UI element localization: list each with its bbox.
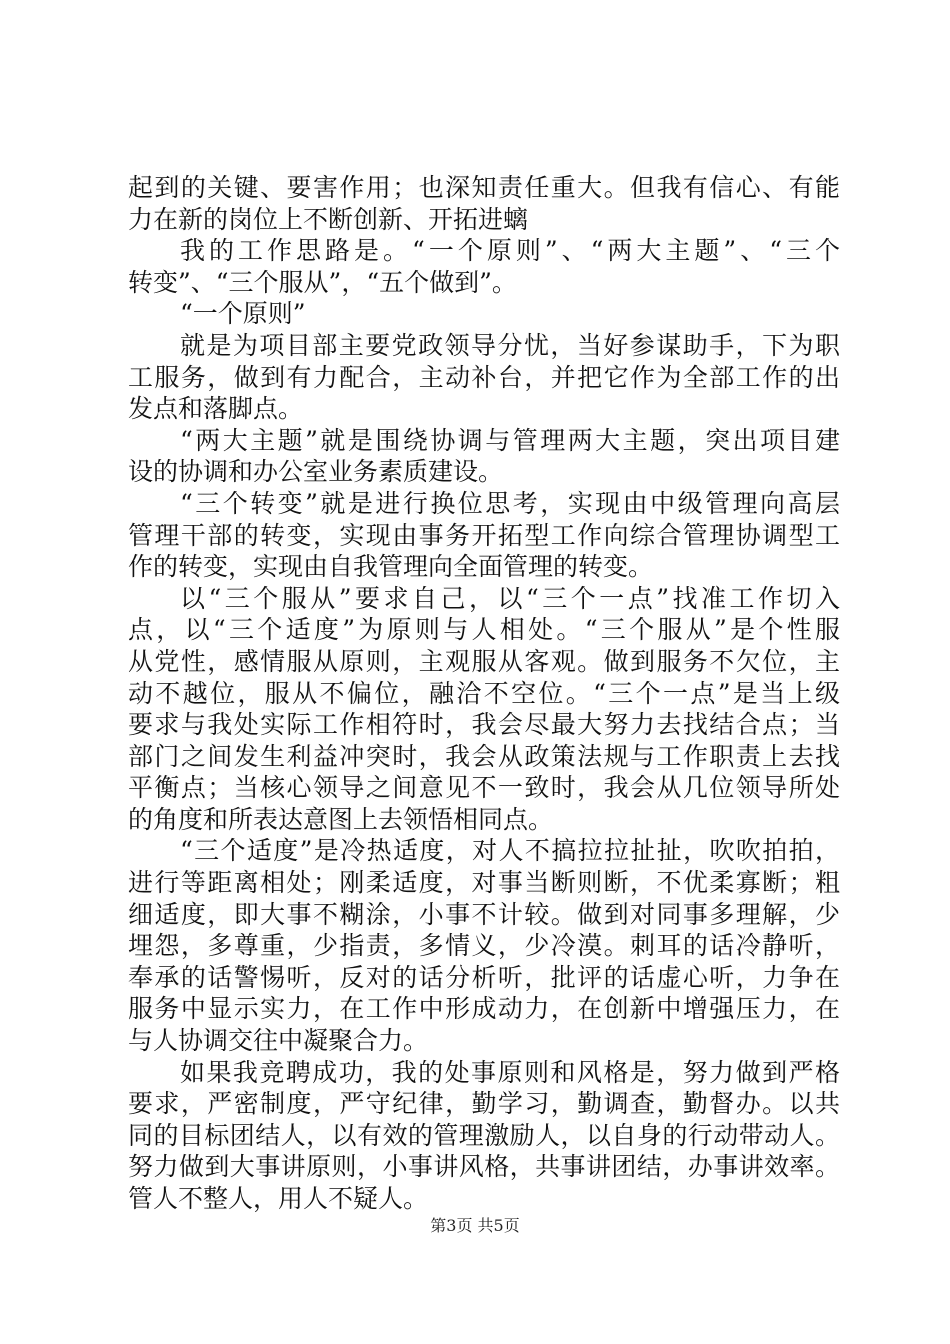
text-line: 埋怨，多尊重，少指责，多情义，少冷漠。刺耳的话冷静听， xyxy=(128,931,840,961)
text-line: “一个原则” xyxy=(180,299,306,329)
text-line: 进行等距离相处；刚柔适度，对事当断则断，不优柔寡断；粗 xyxy=(128,868,840,898)
text-line: 发点和落脚点。 xyxy=(128,394,304,424)
text-line: 起到的关键、要害作用；也深知责任重大。但我有信心、有能 xyxy=(128,173,840,202)
text-line: 管人不整人，用人不疑人。 xyxy=(128,1184,429,1213)
text-line: “两大主题”就是围绕协调与管理两大主题，突出项目建 xyxy=(180,425,840,455)
text-line: 同的目标团结人，以有效的管理激励人，以自身的行动带动人。 xyxy=(128,1120,840,1150)
text-line: 设的协调和办公室业务素质建设。 xyxy=(128,457,504,487)
text-line: 工服务，做到有力配合，主动补台，并把它作为全部工作的出 xyxy=(128,362,840,392)
text-line: 努力做到大事讲原则，小事讲风格，共事讲团结，办事讲效率。 xyxy=(128,1152,840,1182)
text-line: 动不越位，服从不偏位，融洽不空位。“三个一点”是当上级 xyxy=(128,678,840,708)
text-line: 管理干部的转变，实现由事务开拓型工作向综合管理协调型工 xyxy=(128,520,840,550)
document-body xyxy=(128,172,840,1215)
text-line: 点，以“三个适度”为原则与人相处。“三个服从”是个性服 xyxy=(128,615,840,645)
text-line: 就是为项目部主要党政领导分忧，当好参谋助手，下为职 xyxy=(180,330,840,360)
text-line: “三个转变”就是进行换位思考，实现由中级管理向高层 xyxy=(180,488,840,518)
text-line: 奉承的话警惕听，反对的话分析听，批评的话虚心听，力争在 xyxy=(128,962,840,992)
text-line: 如果我竞聘成功，我的处事原则和风格是，努力做到严格 xyxy=(180,1057,840,1087)
text-line: 部门之间发生利益冲突时，我会从政策法规与工作职责上去找 xyxy=(128,741,840,771)
text-line: 从党性，感情服从原则，主观服从客观。做到服务不欠位，主 xyxy=(128,646,840,676)
page-footer: 第3页 共5页 xyxy=(430,1216,520,1235)
text-line: 我的工作思路是。“一个原则”、“两大主题”、“三个 xyxy=(180,236,840,266)
text-line: 力在新的岗位上不断创新、开拓进螭 xyxy=(128,204,529,234)
text-line: 与人协调交往中凝聚合力。 xyxy=(128,1026,429,1056)
text-line: 的角度和所表达意图上去领悟相同点。 xyxy=(128,804,554,834)
text-line: 平衡点；当核心领导之间意见不一致时，我会从几位领导所处 xyxy=(128,773,840,803)
text-line: 转变”、“三个服从”，“五个做到”。 xyxy=(128,267,517,297)
text-line: 要求，严密制度，严守纪律，勤学习，勤调查，勤督办。以共 xyxy=(128,1089,840,1119)
text-line: 服务中显示实力，在工作中形成动力，在创新中增强压力，在 xyxy=(128,994,840,1024)
text-line: 以“三个服从”要求自己，以“三个一点”找准工作切入 xyxy=(180,583,840,613)
text-line: “三个适度”是冷热适度，对人不搞拉拉扯扯，吹吹拍拍， xyxy=(180,836,840,866)
text-line: 作的转变，实现由自我管理向全面管理的转变。 xyxy=(128,552,654,582)
text-line: 要求与我处实际工作相符时，我会尽最大努力去找结合点；当 xyxy=(128,710,840,740)
text-line: 细适度，即大事不糊涂，小事不计较。做到对同事多理解，少 xyxy=(128,899,840,929)
